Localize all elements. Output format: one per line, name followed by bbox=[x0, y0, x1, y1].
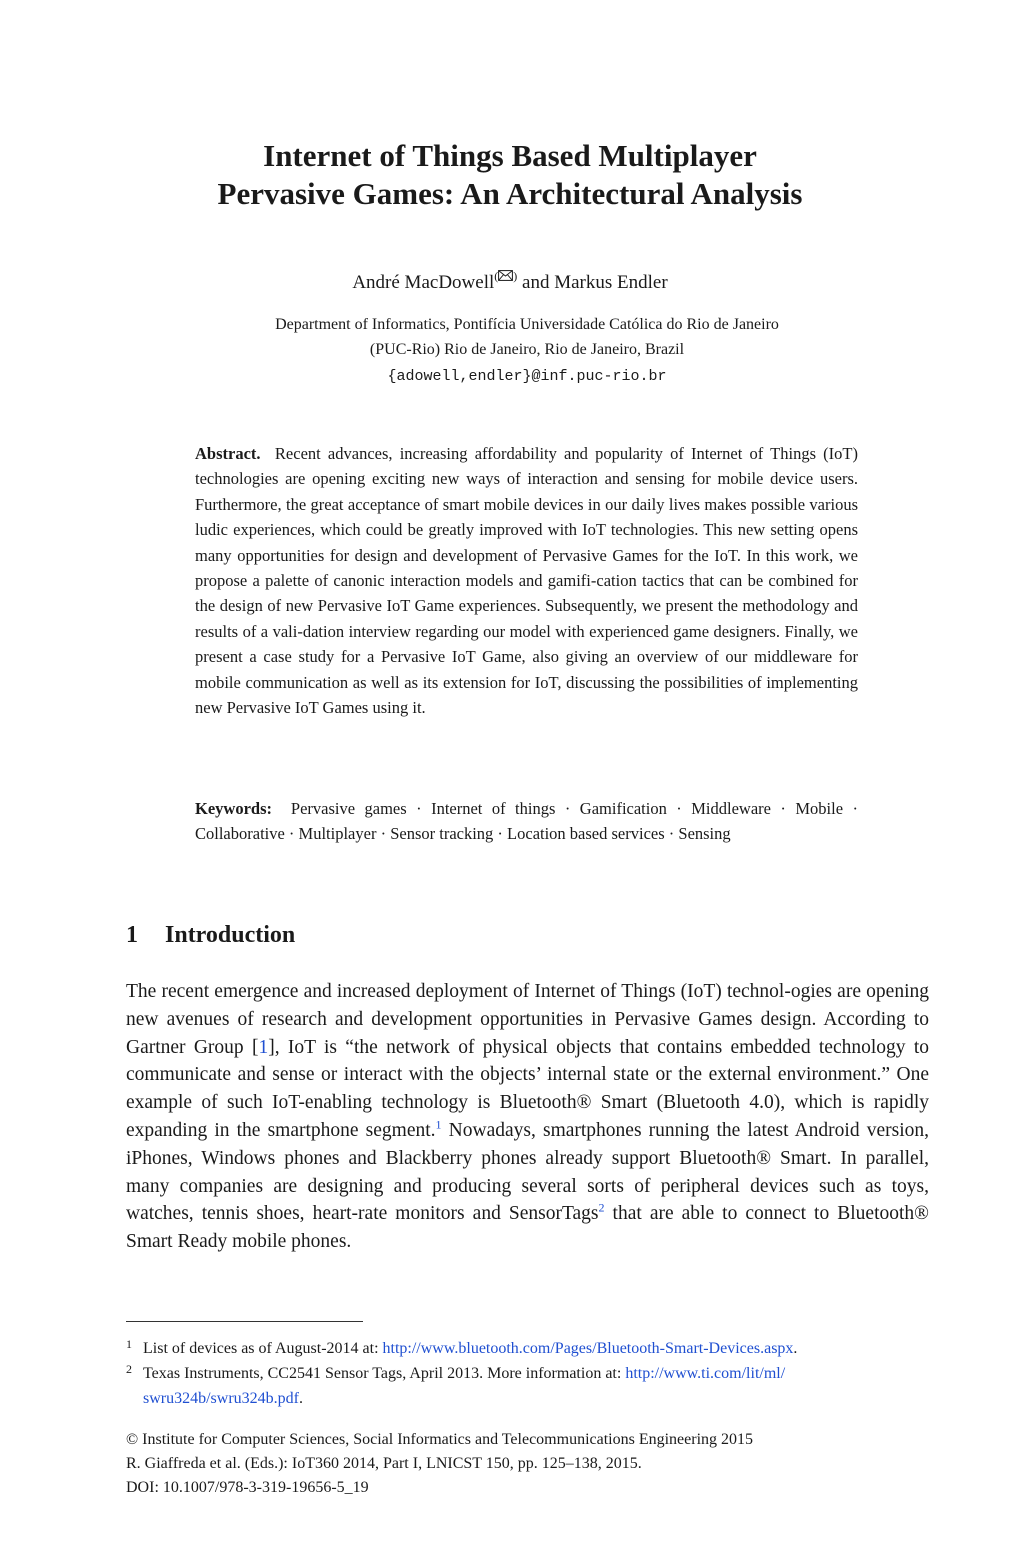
affiliation-line-1: Department of Informatics, Pontifícia Universidade Católica do Rio de Janeiro bbox=[275, 316, 779, 333]
author-list bbox=[0, 262, 1020, 297]
citation-link[interactable]: 1 bbox=[258, 1036, 269, 1058]
footnote-ref-2[interactable]: 2 bbox=[598, 1200, 605, 1215]
doi[interactable]: DOI: 10.1007/978-3-319-19656-5_19 bbox=[126, 1479, 369, 1496]
keywords-text: Pervasive games · Internet of things · Gamification · Middleware · Mobile · Collaborative · Multiplayer · Sensor tracking · Location based services · Sensing bbox=[195, 799, 858, 844]
section-title: Introduction bbox=[165, 922, 296, 948]
intro-text-4: that are able to connect to Bluetooth® Smart Ready mobile phones. bbox=[126, 1203, 929, 1253]
author-1: André MacDowell bbox=[352, 272, 495, 293]
footnote-2-text: Texas Instruments, CC2541 Sensor Tags, April 2013. More information at: bbox=[143, 1365, 626, 1382]
volume-citation: R. Giaffreda et al. (Eds.): IoT360 2014, Part I, LNICST 150, pp. 125–138, 2015. bbox=[126, 1455, 642, 1472]
paper-title-line-1: Internet of Things Based Multiplayer bbox=[263, 138, 757, 173]
footnote-2-period: . bbox=[299, 1390, 303, 1407]
author-connector: and bbox=[517, 272, 555, 293]
section-heading bbox=[126, 918, 295, 952]
author-2: Markus Endler bbox=[554, 272, 668, 293]
abstract bbox=[195, 441, 858, 720]
footnote-2: 2 Texas Instruments, CC2541 Sensor Tags, April 2013. More information at: http://www.ti.com/lit/ml/ bbox=[126, 1362, 786, 1382]
footnote-2-continued bbox=[126, 1386, 929, 1411]
abstract-label: Abstract. bbox=[195, 444, 261, 463]
intro-text-3: Nowadays, smartphones running the latest Android version, iPhones, Windows phones and Blackberry phones already support Bluetooth® Smart. In parallel, many companies are designing and producing several sorts of peripheral devices such as toys, watches, tennis shoes, heart-rate monitors and SensorTags bbox=[126, 1119, 929, 1225]
author-email[interactable]: {adowell,endler}@inf.puc-rio.br bbox=[387, 368, 667, 385]
keywords-label: Keywords: bbox=[195, 799, 272, 818]
keywords bbox=[195, 796, 858, 847]
paper-title-line-2: Pervasive Games: An Architectural Analysis bbox=[217, 176, 803, 211]
footnote-2-url-part-2[interactable]: swru324b/swru324b.pdf bbox=[143, 1390, 299, 1407]
section-number: 1 bbox=[126, 922, 138, 948]
affiliation-line-2: (PUC-Rio) Rio de Janeiro, Rio de Janeiro, Brazil bbox=[369, 341, 685, 358]
footnote-1-url[interactable]: http://www.bluetooth.com/Pages/Bluetooth-Smart-Devices.aspx bbox=[382, 1340, 794, 1357]
intro-paragraph bbox=[126, 978, 929, 1256]
footnote-divider bbox=[126, 1321, 363, 1322]
intro-text-1: The recent emergence and increased deployment of Internet of Things (IoT) technol-ogies are opening new avenues of research and development opportunities in Pervasive Games design. According to Gartner Group [ bbox=[126, 981, 929, 1058]
envelope-icon[interactable]: ( ) bbox=[494, 269, 518, 283]
footnote-ref-1[interactable]: 1 bbox=[435, 1117, 442, 1132]
footnote-2-url-part-1[interactable]: http://www.ti.com/lit/ml/ bbox=[625, 1365, 786, 1382]
abstract-text: Recent advances, increasing affordability and popularity of Internet of Things (IoT) technologies are opening exciting new ways of interaction and sensing for mobile device users. Furthermore, the great acceptance of smart mobile devices in our daily lives makes possible various ludic experiences, which could be greatly improved with IoT technologies. This new setting opens many opportunities for design and development of Pervasive Games for the IoT. In this work, we propose a palette of canonic interaction models and gamifi-cation tactics that can be combined for the design of new Pervasive IoT Game experiences. Subsequently, we present the methodology and results of a vali-dation interview regarding our model with experienced game designers. Finally, we present a case study for a Pervasive IoT Game, also giving an overview of our middleware for mobile communication as well as its extension for IoT, discussing the possibilities of implementing new Pervasive IoT Games using it. bbox=[195, 444, 858, 718]
footnote-1-period: . bbox=[793, 1340, 798, 1357]
footnote-1-text: List of devices as of August-2014 at: bbox=[143, 1340, 383, 1357]
footnote-1: 1 List of devices as of August-2014 at: http://www.bluetooth.com/Pages/Bluetooth-Smart-Devices.aspx. bbox=[126, 1337, 798, 1357]
copyright-notice: © Institute for Computer Sciences, Social Informatics and Telecommunications Engineering 2015 bbox=[126, 1431, 754, 1448]
email-line bbox=[0, 363, 1020, 389]
intro-text-2: ], IoT is “the network of physical objects that contains embedded technology to communicate and sense or interact with the objects’ internal state or the external environment.” One example of such IoT-enabling technology is Bluetooth® Smart (Bluetooth 4.0), which is rapidly expanding in the smartphone segment. bbox=[126, 1036, 929, 1141]
